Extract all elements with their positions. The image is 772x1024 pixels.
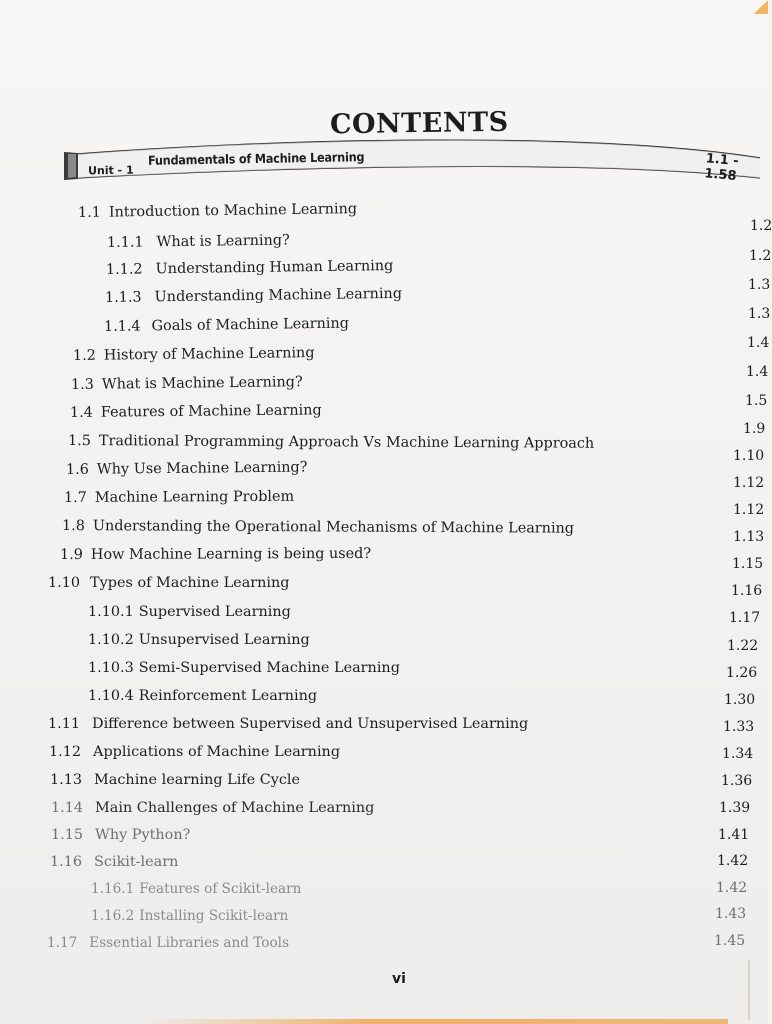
unit-label: Unit - 1 (87, 163, 134, 178)
unit-title: Fundamentals of Machine Learning (147, 149, 365, 168)
toc-entry-title: Scikit-learn (94, 854, 179, 870)
toc-entry-number: 1.5 (67, 433, 91, 450)
toc-entry-title: Machine Learning Problem (94, 488, 295, 506)
toc-entry-page: 1.16 (731, 583, 763, 599)
toc-entry-page: 1.2 (749, 248, 772, 264)
toc-entry-number: 1.1 (77, 204, 102, 221)
toc-entry (70, 402, 322, 421)
toc-entry-number: 1.1.1 (106, 234, 144, 251)
toc-entry-page: 1.12 (733, 475, 765, 491)
toc-entry-page: 1.10 (733, 448, 765, 464)
toc-entry (60, 546, 371, 563)
toc-entry-number: 1.3 (70, 376, 94, 393)
toc-entry-number: 1.1.3 (104, 289, 142, 306)
toc-entry-page: 1.36 (721, 773, 753, 789)
toc-entry (47, 935, 289, 951)
toc-entry-title: How Machine Learning is being used? (90, 545, 372, 563)
page-number: vi (392, 971, 406, 987)
toc-entry (88, 632, 310, 648)
toc-entry-title: Unsupervised Learning (138, 632, 310, 648)
toc-entry (71, 374, 303, 393)
toc-entry-page: 1.42 (717, 853, 749, 869)
toc-entry (88, 660, 400, 676)
toc-entry-title: Why Python? (95, 827, 191, 843)
toc-entry (78, 201, 357, 221)
toc-entry (73, 345, 315, 364)
toc-entry-page: 1.26 (726, 665, 758, 681)
toc-entry-number: 1.10.3 (88, 660, 134, 676)
toc-entry (48, 716, 528, 732)
toc-entry-title: What is Learning? (156, 232, 290, 251)
toc-entry-page: 1.43 (715, 906, 747, 922)
toc-entry-number: 1.10 (48, 575, 81, 591)
toc-entry-page: 1.42 (716, 880, 748, 896)
toc-entry (49, 744, 340, 760)
toc-entry-page: 1.34 (722, 746, 754, 762)
toc-entry-page: 1.41 (718, 827, 750, 843)
toc-entry-number: 1.1.2 (105, 261, 143, 278)
toc-entry-page: 1.5 (745, 393, 768, 409)
toc-entry (48, 575, 290, 591)
toc-entry-number: 1.8 (61, 518, 85, 535)
toc-entry-page: 1.12 (733, 502, 765, 518)
toc-entry (106, 258, 393, 278)
toc-entry (51, 800, 374, 816)
toc-entry-number: 1.10.4 (88, 688, 134, 704)
toc-entry-title: Traditional Programming Approach Vs Machine Learning Approach (98, 433, 595, 452)
toc-entry-title: Features of Machine Learning (100, 402, 322, 421)
toc-entry-number: 1.7 (63, 489, 87, 506)
toc-entry-page: 1.33 (723, 719, 755, 735)
toc-entry-page: 1.3 (748, 306, 771, 322)
toc-entry-title: What is Machine Learning? (101, 374, 303, 393)
toc-entry (107, 232, 290, 251)
toc-entry-page: 1.39 (719, 800, 751, 816)
toc-entry-title: Installing Scikit-learn (139, 908, 289, 924)
toc-entry-title: History of Machine Learning (103, 345, 315, 364)
toc-entry (64, 489, 294, 506)
toc-entry-number: 1.11 (48, 716, 81, 732)
toc-entry-number: 1.15 (51, 827, 84, 843)
toc-entry-number: 1.10.2 (88, 632, 134, 648)
unit-page-range: 1.1 - 1.58 (703, 151, 740, 184)
toc-entry-number: 1.2 (72, 347, 96, 364)
toc-entry-number: 1.17 (47, 935, 78, 951)
toc-entry-page: 1.30 (724, 692, 756, 708)
toc-entry (91, 908, 288, 924)
toc-entry (50, 772, 300, 788)
toc-entry-page: 1.4 (746, 364, 769, 380)
toc-entry (66, 459, 308, 478)
toc-entry-title: Semi-Supervised Machine Learning (138, 660, 400, 676)
toc-entry (68, 433, 594, 452)
toc-entry-number: 1.6 (65, 461, 89, 478)
toc-entry-title: Supervised Learning (138, 604, 291, 620)
toc-entry-number: 1.16.1 (91, 881, 135, 897)
toc-entry-page: 1.15 (732, 556, 764, 572)
toc-entry-number: 1.10.1 (88, 604, 134, 620)
toc-entry (91, 881, 301, 897)
toc-entry-title: Essential Libraries and Tools (89, 935, 289, 951)
toc-entry-page: 1.45 (714, 933, 746, 949)
toc-entry-number: 1.12 (49, 744, 82, 760)
toc-entry-title: Reinforcement Learning (138, 688, 318, 704)
page-title: CONTENTS (329, 106, 509, 141)
toc-entry-title: Understanding the Operational Mechanisms of Machine Learning (92, 518, 575, 537)
toc-entry-title: Difference between Supervised and Unsupervised Learning (92, 716, 529, 732)
toc-entry (104, 316, 349, 335)
toc-entry-page: 1.17 (729, 610, 761, 626)
toc-entry-title: Machine learning Life Cycle (94, 772, 301, 788)
toc-entry (51, 827, 190, 843)
toc-entry-number: 1.4 (69, 404, 93, 421)
toc-entry-title: Types of Machine Learning (90, 575, 290, 591)
toc-entry-page: 1.13 (733, 529, 765, 545)
toc-entry-title: Features of Scikit-learn (139, 881, 302, 897)
toc-entry (50, 854, 178, 870)
toc-entry-page: 1.2 (750, 218, 772, 234)
toc-entry-title: Applications of Machine Learning (93, 744, 341, 760)
toc-entry-number: 1.13 (50, 772, 83, 788)
toc-entry (105, 286, 402, 306)
toc-entry-title: Goals of Machine Learning (151, 315, 350, 335)
toc-entry-page: 1.3 (748, 277, 771, 293)
toc-entry-title: Understanding Human Learning (155, 257, 394, 278)
toc-entry-title: Understanding Machine Learning (154, 285, 403, 306)
toc-entry (88, 688, 317, 704)
toc-entry-page: 1.4 (747, 335, 770, 351)
toc-entry (62, 518, 574, 537)
toc-entry-page: 1.9 (743, 421, 766, 437)
toc-entry-title: Introduction to Machine Learning (108, 201, 358, 221)
toc-entry-number: 1.16 (50, 854, 83, 870)
toc-entry-page: 1.22 (727, 638, 759, 654)
toc-entry-number: 1.9 (59, 546, 83, 563)
toc-entry (88, 604, 291, 620)
toc-entry-title: Main Challenges of Machine Learning (95, 800, 375, 816)
toc-entry-number: 1.1.4 (103, 318, 141, 335)
toc-entry-number: 1.16.2 (91, 908, 135, 924)
toc-entry-title: Why Use Machine Learning? (96, 459, 308, 478)
toc-entry-number: 1.14 (51, 800, 84, 816)
